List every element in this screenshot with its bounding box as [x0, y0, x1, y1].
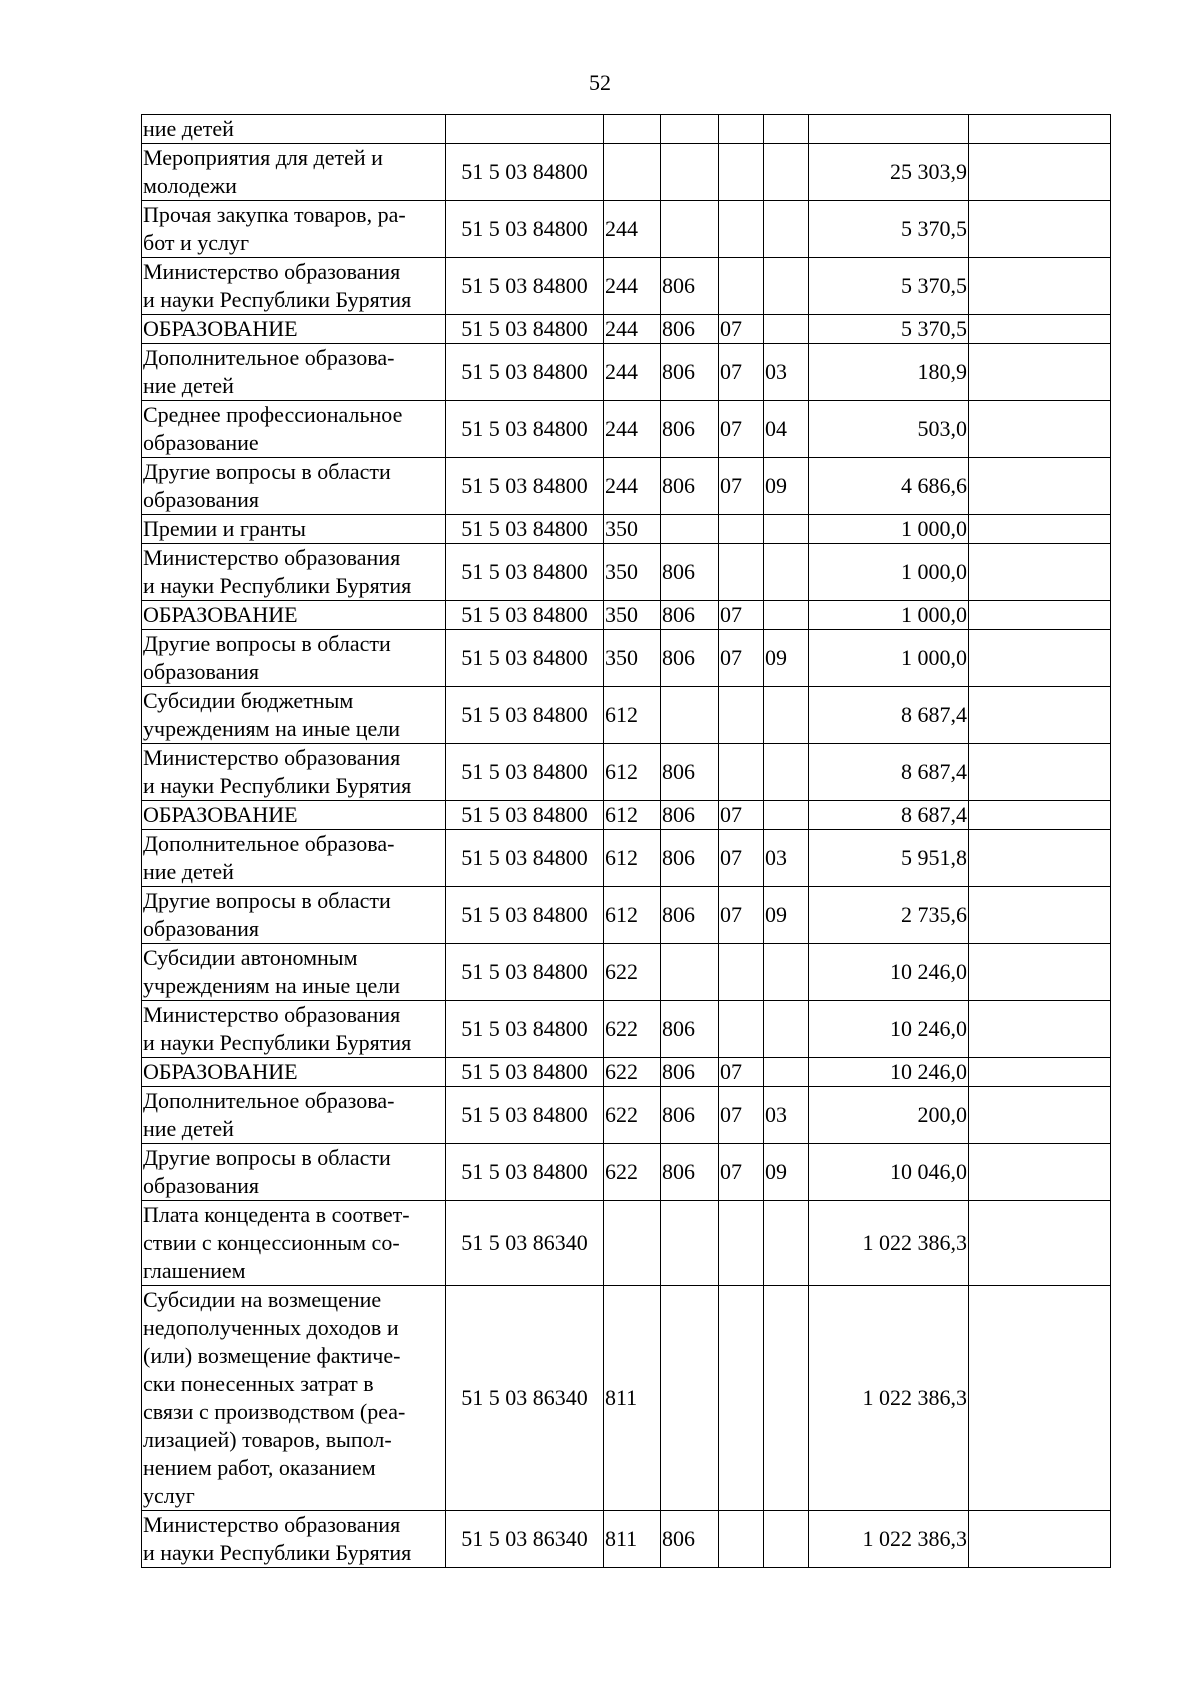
row-target-code: 51 5 03 86340 — [446, 1286, 604, 1511]
table-row — [142, 515, 1111, 544]
row-amount: 8 687,4 — [809, 744, 969, 801]
row-amount: 10 246,0 — [809, 944, 969, 1001]
row-extra-cell — [969, 458, 1111, 515]
row-extra-cell — [969, 1201, 1111, 1286]
row-extra-cell — [969, 144, 1111, 201]
table-row — [142, 1201, 1111, 1286]
table-row — [142, 944, 1111, 1001]
row-administrator-code — [661, 1201, 719, 1286]
row-amount: 5 370,5 — [809, 258, 969, 315]
row-section: 07 — [719, 344, 764, 401]
row-administrator-code: 806 — [661, 830, 719, 887]
row-subsection — [764, 144, 809, 201]
row-name: Мероприятия для детей и молодежи — [142, 144, 446, 201]
row-amount: 1 022 386,3 — [809, 1286, 969, 1511]
row-section — [719, 115, 764, 144]
row-amount: 10 246,0 — [809, 1058, 969, 1087]
row-extra-cell — [969, 544, 1111, 601]
row-name: ОБРАЗОВАНИЕ — [142, 601, 446, 630]
row-target-code: 51 5 03 84800 — [446, 258, 604, 315]
row-extra-cell — [969, 515, 1111, 544]
row-target-code: 51 5 03 84800 — [446, 744, 604, 801]
row-name: Министерство образования и науки Республики Бурятия — [142, 1001, 446, 1058]
row-section: 07 — [719, 1058, 764, 1087]
row-expense-type: 612 — [604, 830, 661, 887]
row-target-code: 51 5 03 84800 — [446, 458, 604, 515]
table-row — [142, 630, 1111, 687]
row-section: 07 — [719, 1144, 764, 1201]
row-extra-cell — [969, 801, 1111, 830]
table-row — [142, 1144, 1111, 1201]
row-amount: 1 000,0 — [809, 630, 969, 687]
row-name: Прочая закупка товаров, ра- бот и услуг — [142, 201, 446, 258]
row-target-code: 51 5 03 84800 — [446, 887, 604, 944]
row-administrator-code: 806 — [661, 801, 719, 830]
row-amount: 503,0 — [809, 401, 969, 458]
row-administrator-code — [661, 944, 719, 1001]
row-amount: 10 246,0 — [809, 1001, 969, 1058]
row-subsection — [764, 744, 809, 801]
row-section — [719, 744, 764, 801]
row-section — [719, 1286, 764, 1511]
row-target-code: 51 5 03 84800 — [446, 687, 604, 744]
table-row — [142, 201, 1111, 258]
row-amount: 4 686,6 — [809, 458, 969, 515]
row-administrator-code — [661, 115, 719, 144]
row-section: 07 — [719, 801, 764, 830]
row-extra-cell — [969, 944, 1111, 1001]
row-subsection: 09 — [764, 630, 809, 687]
row-subsection — [764, 315, 809, 344]
row-target-code: 51 5 03 84800 — [446, 601, 604, 630]
row-expense-type: 244 — [604, 201, 661, 258]
row-amount: 10 046,0 — [809, 1144, 969, 1201]
row-expense-type: 244 — [604, 458, 661, 515]
row-name: Субсидии бюджетным учреждениям на иные цели — [142, 687, 446, 744]
row-administrator-code: 806 — [661, 1144, 719, 1201]
row-name: Дополнительное образова- ние детей — [142, 344, 446, 401]
row-target-code: 51 5 03 84800 — [446, 801, 604, 830]
row-expense-type: 244 — [604, 401, 661, 458]
row-section — [719, 544, 764, 601]
row-expense-type: 350 — [604, 601, 661, 630]
table-row — [142, 1511, 1111, 1568]
row-administrator-code: 806 — [661, 458, 719, 515]
page-number: 52 — [589, 70, 611, 95]
row-target-code: 51 5 03 84800 — [446, 944, 604, 1001]
row-amount — [809, 115, 969, 144]
row-name: Другие вопросы в области образования — [142, 630, 446, 687]
row-subsection — [764, 944, 809, 1001]
row-expense-type: 244 — [604, 344, 661, 401]
row-name: Другие вопросы в области образования — [142, 458, 446, 515]
row-name: Дополнительное образова- ние детей — [142, 1087, 446, 1144]
row-name: Дополнительное образова- ние детей — [142, 830, 446, 887]
row-section: 07 — [719, 830, 764, 887]
row-amount: 1 000,0 — [809, 601, 969, 630]
row-expense-type: 811 — [604, 1286, 661, 1511]
row-expense-type: 612 — [604, 744, 661, 801]
row-section — [719, 1511, 764, 1568]
row-extra-cell — [969, 1286, 1111, 1511]
row-subsection: 09 — [764, 887, 809, 944]
row-amount: 180,9 — [809, 344, 969, 401]
table-row — [142, 315, 1111, 344]
row-target-code: 51 5 03 86340 — [446, 1511, 604, 1568]
row-administrator-code: 806 — [661, 258, 719, 315]
row-extra-cell — [969, 1058, 1111, 1087]
table-row — [142, 744, 1111, 801]
row-administrator-code: 806 — [661, 344, 719, 401]
row-name: ОБРАЗОВАНИЕ — [142, 801, 446, 830]
row-extra-cell — [969, 601, 1111, 630]
row-extra-cell — [969, 401, 1111, 458]
table-row — [142, 458, 1111, 515]
row-name: Среднее профессиональное образование — [142, 401, 446, 458]
row-extra-cell — [969, 687, 1111, 744]
row-name: Другие вопросы в области образования — [142, 1144, 446, 1201]
row-amount: 200,0 — [809, 1087, 969, 1144]
row-expense-type: 622 — [604, 1001, 661, 1058]
budget-table — [141, 114, 1111, 1568]
row-extra-cell — [969, 1087, 1111, 1144]
row-target-code: 51 5 03 84800 — [446, 144, 604, 201]
table-row — [142, 1058, 1111, 1087]
row-amount: 5 370,5 — [809, 201, 969, 258]
table-row — [142, 801, 1111, 830]
row-target-code: 51 5 03 84800 — [446, 401, 604, 458]
row-name: ОБРАЗОВАНИЕ — [142, 1058, 446, 1087]
row-section: 07 — [719, 1087, 764, 1144]
row-extra-cell — [969, 344, 1111, 401]
table-row — [142, 830, 1111, 887]
table-row — [142, 887, 1111, 944]
row-section: 07 — [719, 315, 764, 344]
table-row — [142, 601, 1111, 630]
row-name: Министерство образования и науки Республики Бурятия — [142, 744, 446, 801]
row-target-code: 51 5 03 84800 — [446, 1058, 604, 1087]
row-expense-type: 612 — [604, 887, 661, 944]
row-amount: 1 000,0 — [809, 515, 969, 544]
row-administrator-code — [661, 515, 719, 544]
row-subsection: 04 — [764, 401, 809, 458]
row-target-code: 51 5 03 84800 — [446, 201, 604, 258]
row-name: Субсидии на возмещение недополученных доходов и (или) возмещение фактиче- ски понесенных затрат в связи с производством (реа- лизацией) товаров, выпол- нением работ, оказанием услуг — [142, 1286, 446, 1511]
row-section — [719, 144, 764, 201]
row-administrator-code: 806 — [661, 1058, 719, 1087]
row-expense-type: 622 — [604, 1087, 661, 1144]
row-subsection — [764, 115, 809, 144]
row-name: ОБРАЗОВАНИЕ — [142, 315, 446, 344]
row-expense-type: 622 — [604, 1058, 661, 1087]
row-name: Министерство образования и науки Республики Бурятия — [142, 258, 446, 315]
row-amount: 2 735,6 — [809, 887, 969, 944]
table-row — [142, 115, 1111, 144]
table-row — [142, 1001, 1111, 1058]
row-amount: 1 022 386,3 — [809, 1201, 969, 1286]
row-administrator-code: 806 — [661, 544, 719, 601]
row-section — [719, 1001, 764, 1058]
row-amount: 25 303,9 — [809, 144, 969, 201]
row-section — [719, 201, 764, 258]
row-subsection — [764, 544, 809, 601]
row-expense-type: 350 — [604, 544, 661, 601]
row-section — [719, 258, 764, 315]
row-target-code: 51 5 03 86340 — [446, 1201, 604, 1286]
row-administrator-code: 806 — [661, 401, 719, 458]
table-row — [142, 344, 1111, 401]
row-subsection — [764, 1001, 809, 1058]
row-administrator-code — [661, 201, 719, 258]
row-name: Премии и гранты — [142, 515, 446, 544]
row-administrator-code: 806 — [661, 887, 719, 944]
row-target-code: 51 5 03 84800 — [446, 515, 604, 544]
row-name: ние детей — [142, 115, 446, 144]
row-target-code: 51 5 03 84800 — [446, 830, 604, 887]
row-extra-cell — [969, 1511, 1111, 1568]
row-amount: 5 951,8 — [809, 830, 969, 887]
row-expense-type: 622 — [604, 944, 661, 1001]
row-extra-cell — [969, 830, 1111, 887]
row-subsection: 03 — [764, 830, 809, 887]
row-extra-cell — [969, 744, 1111, 801]
row-administrator-code — [661, 144, 719, 201]
row-target-code: 51 5 03 84800 — [446, 315, 604, 344]
row-extra-cell — [969, 887, 1111, 944]
row-subsection: 03 — [764, 1087, 809, 1144]
row-subsection — [764, 601, 809, 630]
row-administrator-code: 806 — [661, 1511, 719, 1568]
row-extra-cell — [969, 1144, 1111, 1201]
row-target-code: 51 5 03 84800 — [446, 344, 604, 401]
row-subsection — [764, 1201, 809, 1286]
row-administrator-code: 806 — [661, 744, 719, 801]
row-target-code: 51 5 03 84800 — [446, 1001, 604, 1058]
row-expense-type: 350 — [604, 515, 661, 544]
row-administrator-code: 806 — [661, 1087, 719, 1144]
row-expense-type: 350 — [604, 630, 661, 687]
row-section: 07 — [719, 401, 764, 458]
row-section — [719, 515, 764, 544]
row-target-code: 51 5 03 84800 — [446, 630, 604, 687]
row-section: 07 — [719, 601, 764, 630]
table-row — [142, 258, 1111, 315]
table-row — [142, 1286, 1111, 1511]
row-amount: 1 022 386,3 — [809, 1511, 969, 1568]
table-row — [142, 544, 1111, 601]
row-target-code: 51 5 03 84800 — [446, 544, 604, 601]
table-body — [142, 115, 1111, 1568]
table-row — [142, 401, 1111, 458]
row-subsection — [764, 801, 809, 830]
row-name: Плата концедента в соответ- ствии с концессионным со- глашением — [142, 1201, 446, 1286]
row-extra-cell — [969, 258, 1111, 315]
row-expense-type: 612 — [604, 687, 661, 744]
row-subsection — [764, 1511, 809, 1568]
row-subsection — [764, 1058, 809, 1087]
row-target-code — [446, 115, 604, 144]
row-subsection: 09 — [764, 1144, 809, 1201]
row-expense-type: 244 — [604, 258, 661, 315]
row-name: Другие вопросы в области образования — [142, 887, 446, 944]
row-administrator-code: 806 — [661, 315, 719, 344]
row-name: Министерство образования и науки Республики Бурятия — [142, 544, 446, 601]
row-subsection — [764, 515, 809, 544]
row-administrator-code: 806 — [661, 630, 719, 687]
row-section: 07 — [719, 630, 764, 687]
row-target-code: 51 5 03 84800 — [446, 1144, 604, 1201]
row-section: 07 — [719, 458, 764, 515]
row-amount: 5 370,5 — [809, 315, 969, 344]
row-subsection — [764, 1286, 809, 1511]
row-administrator-code — [661, 1286, 719, 1511]
row-subsection: 09 — [764, 458, 809, 515]
row-name: Субсидии автономным учреждениям на иные цели — [142, 944, 446, 1001]
row-section: 07 — [719, 887, 764, 944]
table-row — [142, 1087, 1111, 1144]
row-extra-cell — [969, 315, 1111, 344]
row-name: Министерство образования и науки Республики Бурятия — [142, 1511, 446, 1568]
row-extra-cell — [969, 630, 1111, 687]
row-amount: 1 000,0 — [809, 544, 969, 601]
row-amount: 8 687,4 — [809, 687, 969, 744]
row-expense-type: 811 — [604, 1511, 661, 1568]
row-extra-cell — [969, 201, 1111, 258]
row-expense-type — [604, 1201, 661, 1286]
row-extra-cell — [969, 1001, 1111, 1058]
row-expense-type — [604, 144, 661, 201]
row-section — [719, 1201, 764, 1286]
row-subsection: 03 — [764, 344, 809, 401]
table-row — [142, 687, 1111, 744]
row-expense-type: 622 — [604, 1144, 661, 1201]
row-amount: 8 687,4 — [809, 801, 969, 830]
row-subsection — [764, 687, 809, 744]
row-subsection — [764, 201, 809, 258]
row-extra-cell — [969, 115, 1111, 144]
row-administrator-code: 806 — [661, 1001, 719, 1058]
row-expense-type: 244 — [604, 315, 661, 344]
row-expense-type — [604, 115, 661, 144]
row-expense-type: 612 — [604, 801, 661, 830]
row-section — [719, 687, 764, 744]
row-administrator-code: 806 — [661, 601, 719, 630]
row-target-code: 51 5 03 84800 — [446, 1087, 604, 1144]
table-row — [142, 144, 1111, 201]
row-section — [719, 944, 764, 1001]
row-administrator-code — [661, 687, 719, 744]
row-subsection — [764, 258, 809, 315]
